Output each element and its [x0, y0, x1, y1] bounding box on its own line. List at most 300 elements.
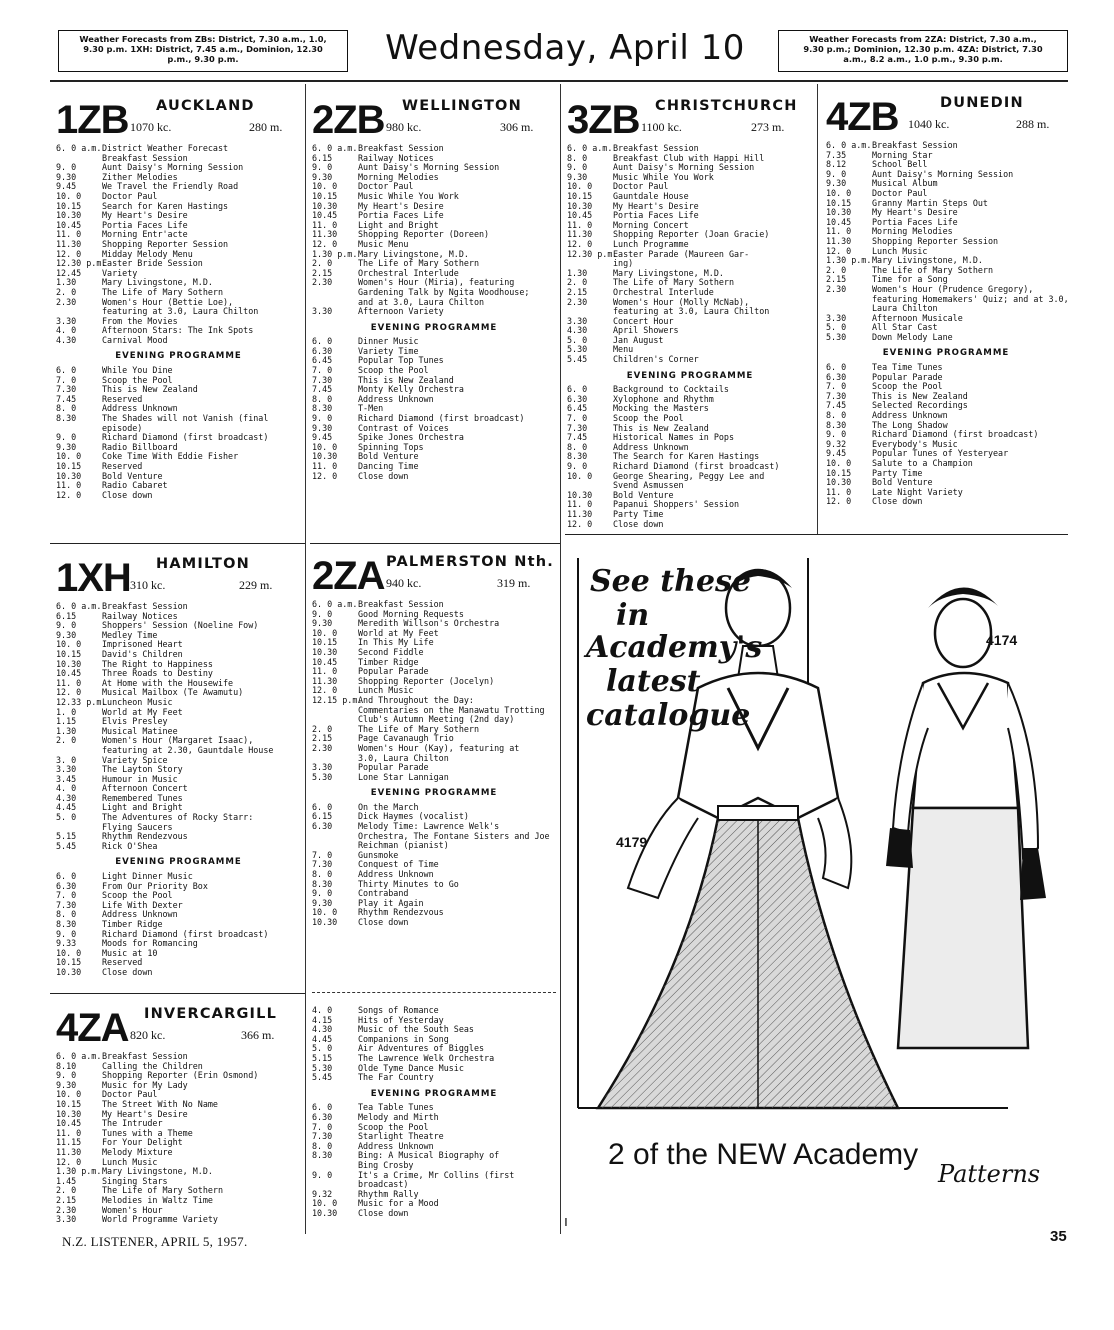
programme-list — [567, 144, 813, 529]
programme-time: 9. 0 — [56, 432, 77, 443]
programme-row — [312, 860, 556, 870]
programme-time: 9.45 — [826, 448, 847, 459]
programme-time: 10.45 — [56, 668, 82, 679]
programme-time — [312, 706, 358, 716]
programme-title: Music While You Work — [613, 171, 714, 182]
programme-title: Hits of Yesterday — [358, 1014, 444, 1025]
programme-row — [312, 918, 556, 928]
programme-time: 10. 0 — [826, 458, 852, 468]
programme-row — [312, 395, 556, 405]
programme-time: 10. 0 — [567, 181, 593, 192]
programme-title: The Life of Mary Sothern — [358, 723, 480, 734]
evening-programme-heading: EVENING PROGRAMME — [115, 857, 242, 868]
station-city: CHRISTCHURCH — [655, 98, 798, 114]
programme-title: Luncheon Music — [102, 696, 173, 707]
programme-time: 10.30 — [567, 200, 593, 211]
programme-time: 4.45 — [56, 802, 77, 813]
programme-time: 12. 0 — [567, 518, 593, 529]
programme-time: 1.30 p.m. — [826, 255, 872, 266]
programme-time: 11. 0 — [56, 480, 82, 491]
programme-title: Women's Hour (Miria), featuring — [358, 277, 515, 288]
programme-row — [312, 144, 556, 154]
programme-time: 7. 0 — [56, 890, 77, 901]
programme-time: 9.33 — [56, 938, 77, 949]
programme-time: 9.30 — [312, 171, 333, 182]
station-city: AUCKLAND — [156, 98, 255, 114]
programme-time: 1.30 — [56, 277, 77, 288]
programme-time: 8.30 — [312, 403, 333, 414]
ad-corner-mark: ı — [564, 1214, 568, 1230]
programme-time: 8. 0 — [826, 410, 847, 421]
programme-time: 7. 0 — [826, 381, 847, 392]
programme-title: Concert Hour — [613, 315, 674, 326]
programme-title: Reserved — [102, 461, 143, 471]
programme-time: 6.30 — [312, 821, 333, 832]
programme-title: Menu — [613, 344, 634, 355]
programme-title: Shopping Reporter Session — [102, 238, 229, 249]
programme-time: 3. 0 — [56, 754, 77, 765]
programme-row — [567, 336, 813, 346]
programme-title: Calling the Children — [102, 1060, 203, 1071]
programme-title: Radio Billboard — [102, 441, 178, 452]
station-2za — [312, 554, 556, 928]
programme-time: 11. 0 — [567, 499, 593, 510]
programme-time: 12. 0 — [312, 685, 338, 696]
programme-row — [567, 211, 813, 221]
programme-time: 2.15 — [312, 267, 333, 278]
programme-title: Richard Diamond (first broadcast) — [613, 461, 780, 471]
programme-title: Tunes with a Theme — [102, 1127, 193, 1138]
programme-time: 10.15 — [826, 197, 852, 208]
programme-time: 6.15 — [312, 152, 333, 163]
programme-title: Shopping Reporter (Jocelyn) — [358, 675, 495, 686]
programme-title: Background to Cocktails — [613, 384, 729, 395]
programme-title: Easter Bride Session — [102, 258, 203, 269]
programme-title: Doctor Paul — [358, 181, 414, 192]
evening-programme-heading: EVENING PROGRAMME — [370, 788, 498, 799]
programme-title: This is New Zealand — [358, 374, 454, 385]
programme-row — [567, 173, 813, 183]
programme-title: Breakfast Session — [358, 599, 444, 609]
programme-row — [826, 373, 1066, 383]
programme-title: Historical Names in Pops — [613, 432, 735, 443]
programme-time: 7.45 — [567, 432, 588, 443]
programme-title: The Life of Mary Sothern — [872, 264, 994, 275]
programme-time: 11.30 — [567, 508, 593, 519]
programme-row — [56, 1167, 301, 1177]
programme-time: 2.30 — [56, 1204, 77, 1215]
programme-title: Singing Stars — [102, 1175, 168, 1186]
programme-row — [56, 1196, 301, 1206]
programme-row — [567, 355, 813, 365]
programme-time: 9.32 — [312, 1188, 333, 1199]
programme-time: 10.45 — [312, 210, 338, 221]
programme-time: 10.30 — [567, 489, 593, 500]
programme-title: Close down — [872, 496, 923, 507]
programme-title: Melody and Mirth — [358, 1111, 439, 1122]
programme-time: 10.15 — [312, 637, 338, 648]
programme-time: 10.15 — [56, 1098, 82, 1109]
programme-time: 6.30 — [312, 1111, 333, 1122]
programme-time: 4.30 — [567, 325, 588, 336]
station-header — [567, 98, 813, 144]
programme-time — [826, 295, 872, 305]
section-rule-1xh — [50, 543, 305, 544]
programme-time — [312, 288, 358, 298]
programme-time: 10. 0 — [567, 470, 593, 481]
programme-title: Morning Entr'acte — [102, 229, 188, 240]
programme-title: Music of the South Seas — [358, 1024, 474, 1035]
programme-title: Popular Tunes of Yesteryear — [872, 448, 1009, 459]
programme-row — [312, 230, 556, 240]
programme-title: Mary Livingstone, M.D. — [613, 267, 724, 278]
programme-row — [567, 500, 813, 510]
programme-title: Orchestral Interlude — [613, 286, 714, 297]
programme-time: 10. 0 — [56, 1089, 82, 1100]
programme-time: 6.30 — [56, 880, 77, 891]
programme-time: 2. 0 — [56, 1185, 77, 1196]
pattern-number-4174: 4174 — [986, 632, 1018, 648]
programme-time: 8. 0 — [312, 393, 333, 404]
programme-title: Shopping Reporter (Joan Gracie) — [613, 229, 770, 240]
programme-title: Rhythm Rendezvous — [358, 907, 444, 918]
programme-row — [567, 182, 813, 192]
programme-time: 7.30 — [567, 422, 588, 433]
programme-row — [826, 293, 1069, 305]
station-frequency: 1070 kc. — [130, 120, 172, 134]
programme-title: The Search for Karen Hastings — [613, 451, 760, 462]
programme-time: 10.45 — [826, 216, 852, 227]
programme-row — [56, 765, 301, 775]
programme-time: 5. 0 — [56, 812, 77, 823]
programme-title: Bold Venture — [102, 470, 163, 481]
programme-time: 9. 0 — [312, 888, 333, 899]
programme-title: Popular Parade — [872, 371, 943, 382]
programme-row — [312, 1064, 556, 1074]
programme-time: 7.30 — [826, 390, 847, 401]
station-callsign: 2ZB — [312, 98, 385, 142]
programme-title: Shopping Reporter (Erin Osmond) — [102, 1070, 259, 1081]
programme-title: Radio Cabaret — [102, 480, 168, 491]
programme-time: 8.30 — [826, 419, 847, 430]
programme-title: Easter Parade (Maureen Gar- — [613, 248, 750, 259]
programme-time: 3.30 — [56, 1214, 77, 1225]
programme-time: 10.45 — [567, 210, 593, 221]
programme-time: 5.15 — [56, 831, 77, 842]
programme-title: Meredith Willson's Orchestra — [358, 618, 500, 629]
ad-footer-patterns: Patterns — [938, 1160, 1041, 1188]
programme-title: Lunch Music — [358, 685, 414, 696]
programme-time: 12. 0 — [312, 238, 338, 249]
programme-title: David's Children — [102, 648, 183, 659]
programme-time: 8.30 — [56, 413, 77, 424]
ad-headline-line1: See these — [590, 564, 752, 599]
programme-title: Scoop the Pool — [358, 365, 429, 376]
programme-title: Afternoon Concert — [102, 783, 188, 794]
programme-title: And Throughout the Day: — [358, 694, 474, 705]
programme-row — [56, 602, 301, 612]
programme-title: Olde Tyme Dance Music — [358, 1062, 464, 1073]
programme-time: 7. 0 — [312, 1121, 333, 1132]
programme-time: 1.30 p.m. — [312, 248, 358, 259]
programme-title: Rhythm Rendezvous — [102, 831, 188, 842]
programme-title: Party Time — [872, 467, 923, 478]
programme-time: 12. 0 — [56, 248, 82, 259]
programme-title: Shoppers' Session (Noeline Fow) — [102, 620, 259, 631]
programme-title: In This My Life — [358, 637, 434, 648]
programme-row — [312, 1209, 556, 1219]
programme-time: 7.30 — [56, 899, 77, 910]
programme-title: Shopping Reporter (Doreen) — [358, 229, 490, 240]
programme-time: 8.30 — [312, 1150, 333, 1161]
programme-title: Music Menu — [358, 238, 409, 249]
station-header — [56, 1006, 301, 1052]
programme-title: Music for My Lady — [102, 1079, 188, 1090]
programme-title: From the Movies — [102, 315, 178, 326]
programme-row — [56, 336, 301, 346]
programme-title: World at My Feet — [102, 706, 183, 717]
programme-time: 10.30 — [56, 1108, 82, 1119]
programme-row — [56, 182, 301, 192]
programme-title: Richard Diamond (first broadcast) — [102, 928, 269, 939]
programme-time: 10.30 — [312, 917, 338, 927]
programme-title: Close down — [102, 489, 153, 500]
programme-row — [56, 910, 301, 920]
station-4zb — [826, 95, 1069, 507]
programme-time: 9. 0 — [56, 162, 77, 173]
programme-title: Variety Time — [358, 345, 419, 356]
programme-row — [312, 472, 556, 482]
programme-title: Mary Livingstone, M.D. — [102, 1166, 213, 1177]
station-header — [312, 554, 556, 600]
programme-title: Spike Jones Orchestra — [358, 432, 464, 443]
programme-title: Morning Star — [872, 149, 933, 160]
programme-title: Breakfast Session — [872, 140, 958, 150]
programme-title: Orchestra, The Fontane Sisters and Joe — [358, 830, 550, 841]
programme-time: 12. 0 — [826, 245, 852, 256]
column-rule-1 — [305, 84, 306, 1234]
programme-title: For Your Delight — [102, 1137, 183, 1148]
programme-title: Address Unknown — [872, 410, 948, 421]
programme-title: Bing: A Musical Biography of — [358, 1150, 500, 1161]
programme-title: Melody Time: Lawrence Welk's — [358, 821, 500, 832]
programme-title: Xylophone and Rhythm — [613, 393, 714, 404]
programme-title: The Lawrence Welk Orchestra — [358, 1052, 495, 1063]
programme-row — [56, 163, 301, 173]
programme-time: 10.45 — [56, 1118, 82, 1129]
programme-time: 10.30 — [312, 200, 338, 211]
programme-title: Women's Hour — [102, 1204, 163, 1215]
programme-time: 2. 0 — [312, 723, 333, 734]
programme-title: Svend Asmussen — [613, 480, 684, 491]
station-frequency: 820 kc. — [130, 1028, 166, 1042]
programme-time: 5. 0 — [312, 1043, 333, 1054]
programme-row — [56, 395, 301, 405]
programme-title: Women's Hour (Prudence Gregory), — [872, 283, 1034, 294]
programme-title: The Street With No Name — [102, 1098, 218, 1109]
pattern-number-4179: 4179 — [616, 834, 648, 850]
programme-time: 10. 0 — [826, 187, 852, 198]
programme-time: 1.45 — [56, 1175, 77, 1186]
programme-title: Musical Matinee — [102, 725, 178, 736]
programme-title: George Shearing, Peggy Lee and — [613, 470, 765, 481]
programme-row — [567, 317, 813, 327]
station-wavelength: 288 m. — [1016, 117, 1050, 131]
programme-row — [312, 433, 556, 443]
programme-title: The Life of Mary Sothern — [613, 277, 735, 288]
programme-title: Music for a Mood — [358, 1198, 439, 1209]
programme-row — [826, 151, 1066, 161]
programme-time: 6. 0 — [56, 365, 77, 376]
programme-row — [56, 621, 301, 631]
programme-title: Light Dinner Music — [102, 871, 193, 882]
programme-row — [312, 385, 556, 395]
programme-title: Scoop the Pool — [872, 381, 943, 392]
station-city: INVERCARGILL — [144, 1006, 278, 1022]
programme-time: 2.30 — [312, 742, 333, 753]
programme-time: 11. 0 — [312, 219, 338, 230]
programme-time: 9.30 — [312, 618, 333, 629]
programme-time: 8.10 — [56, 1060, 77, 1071]
programme-time: 8.30 — [56, 919, 77, 929]
station-wavelength: 273 m. — [751, 120, 785, 134]
programme-row — [567, 404, 813, 414]
programme-time: 11.30 — [312, 229, 338, 240]
programme-title: This is New Zealand — [872, 390, 968, 401]
programme-row — [567, 510, 813, 520]
programme-time: 12. 0 — [56, 489, 82, 500]
programme-row — [567, 481, 813, 491]
programme-time: 4. 0 — [312, 1005, 333, 1015]
programme-title: T-Men — [358, 403, 384, 414]
programme-time: 3.30 — [56, 764, 77, 775]
programme-time: 4.30 — [56, 334, 77, 345]
programme-time: 6. 0 a.m. — [312, 143, 358, 153]
programme-row — [56, 746, 301, 756]
ad-top-rule — [565, 534, 1068, 535]
programme-title: Breakfast Session — [102, 152, 188, 163]
programme-title: Doctor Paul — [102, 1089, 158, 1100]
programme-time: 6. 0 a.m. — [826, 140, 872, 150]
programme-row — [826, 314, 1066, 324]
programme-title: Melodies in Waltz Time — [102, 1194, 213, 1205]
programme-title: Light and Bright — [102, 802, 183, 813]
section-rule-2za — [310, 543, 560, 544]
programme-time: 10.30 — [312, 451, 338, 462]
programme-title: and at 3.0, Laura Chilton — [358, 296, 485, 307]
programme-title: My Heart's Desire — [358, 200, 444, 211]
programme-time: 6. 0 a.m. — [56, 1051, 102, 1061]
programme-time: 2.15 — [56, 1194, 77, 1205]
programme-row — [56, 901, 301, 911]
programme-time: 2.15 — [312, 733, 333, 744]
programme-title: Jan August — [613, 334, 664, 345]
programme-list — [56, 144, 301, 500]
programme-row — [56, 472, 301, 482]
programme-title: All Star Cast — [872, 322, 938, 333]
programme-row — [312, 658, 556, 668]
programme-title: Women's Hour (Bettie Loe), — [102, 296, 234, 307]
programme-title: This is New Zealand — [613, 422, 709, 433]
evening-programme-heading: EVENING PROGRAMME — [626, 370, 754, 381]
programme-title: Second Fiddle — [358, 646, 424, 657]
programme-time: 10.15 — [826, 467, 852, 478]
evening-programme-heading: EVENING PROGRAMME — [370, 322, 498, 333]
evening-programme-heading: EVENING PROGRAMME — [115, 351, 242, 362]
programme-title: From Our Priority Box — [102, 880, 208, 891]
programme-row — [56, 481, 301, 491]
ad-footer-brand: 2 of the NEW Academy — [608, 1138, 919, 1171]
programme-title: Starlight Theatre — [358, 1131, 444, 1142]
station-1xh — [56, 556, 301, 978]
programme-title: Aunt Daisy's Morning Session — [872, 168, 1014, 179]
programme-time: 10. 0 — [312, 1198, 338, 1209]
programme-time: 6. 0 a.m. — [56, 143, 102, 153]
programme-title: Portia Faces Life — [613, 210, 699, 221]
programme-time: 3.30 — [56, 315, 77, 326]
programme-row — [56, 366, 301, 376]
programme-row — [56, 433, 301, 443]
station-wavelength: 366 m. — [241, 1028, 275, 1042]
station-wavelength: 280 m. — [249, 120, 283, 134]
programme-title: Lone Star Lannigan — [358, 771, 449, 782]
programme-title: featuring Homemakers' Quiz; and at 3.0, — [872, 293, 1069, 304]
programme-row — [312, 1073, 556, 1083]
station-wavelength: 306 m. — [500, 120, 534, 134]
programme-title: Doctor Paul — [613, 181, 669, 192]
programme-time: 8.30 — [567, 451, 588, 462]
programme-title: The Intruder — [102, 1118, 163, 1129]
programme-time: 9.30 — [56, 629, 77, 640]
programme-title: Carnival Mood — [102, 334, 168, 345]
programme-time: 9.45 — [312, 432, 333, 443]
programme-title: Aunt Daisy's Morning Session — [358, 162, 500, 173]
programme-title: Children's Corner — [613, 354, 699, 365]
programme-time: 8. 0 — [567, 441, 588, 452]
programme-time: 8. 0 — [312, 1140, 333, 1151]
programme-time: 9. 0 — [312, 413, 333, 424]
ad-headline-line3: Academy's — [586, 630, 763, 665]
programme-time: 3.30 — [826, 312, 847, 323]
programme-row — [312, 356, 556, 366]
programme-title: Bold Venture — [358, 451, 419, 462]
programme-time: 12.30 p.m. — [567, 248, 618, 259]
programme-title: Salute to a Champion — [872, 458, 973, 468]
programme-title: Afternoon Stars: The Ink Spots — [102, 325, 254, 336]
programme-title: Reserved — [102, 393, 143, 404]
programme-title: Conquest of Time — [358, 859, 439, 870]
station-header — [826, 95, 1066, 141]
programme-title: Party Time — [613, 508, 664, 519]
programme-title: Mary Livingstone, M.D. — [358, 248, 469, 259]
programme-time: 5.45 — [312, 1072, 333, 1083]
programme-time: 5. 0 — [567, 334, 588, 345]
programme-row — [56, 1081, 301, 1091]
station-wavelength: 319 m. — [497, 576, 531, 590]
programme-title: Commentaries on the Manawatu Trotting — [358, 704, 545, 715]
programme-row — [56, 882, 301, 892]
station-callsign: 1ZB — [56, 98, 129, 142]
programme-title: The Life of Mary Sothern — [102, 1185, 224, 1196]
programme-row — [567, 230, 813, 240]
programme-row — [56, 717, 301, 727]
programme-title: At Home with the Housewife — [102, 677, 234, 688]
programme-time: 6. 0 — [56, 871, 77, 882]
programme-title: episode) — [102, 422, 143, 433]
programme-title: Dancing Time — [358, 461, 419, 471]
programme-title: Afternoon Variety — [358, 306, 444, 317]
programme-row — [56, 832, 301, 842]
